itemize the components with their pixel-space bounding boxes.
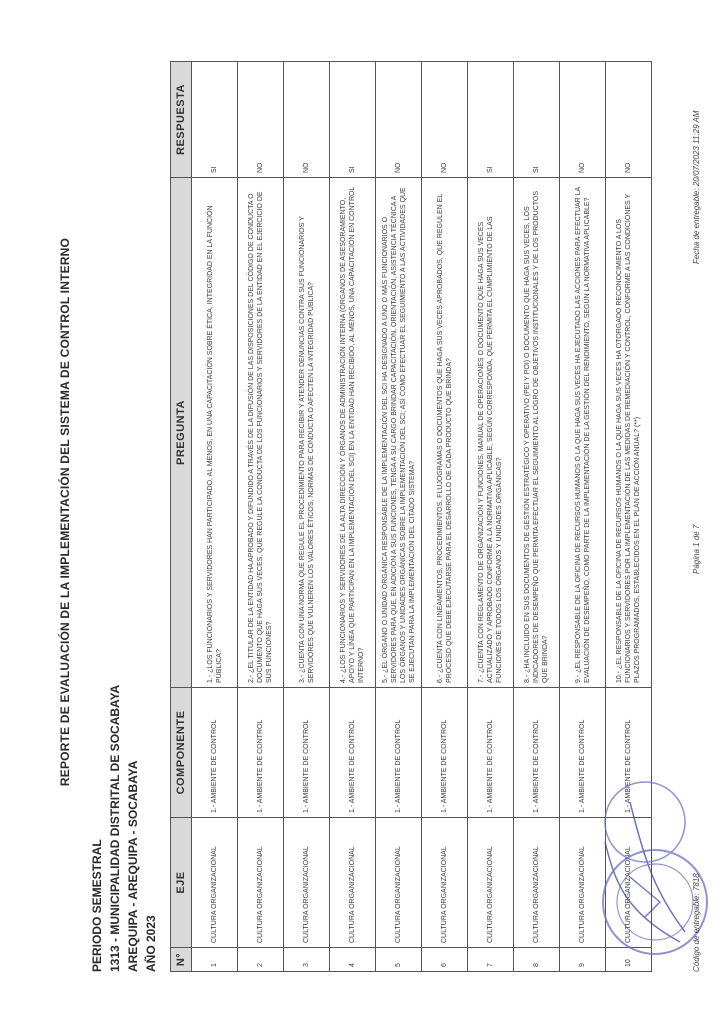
row-eje: CULTURA ORGANIZACIONAL [376, 818, 422, 948]
table-row [284, 62, 330, 972]
entity-label: 1313 - MUNICIPALIDAD DISTRITAL DE SOCABAYA [108, 684, 122, 972]
row-respuesta: SI [514, 62, 560, 178]
row-componente: 1.- AMBIENTE DE CONTROL [422, 688, 468, 818]
report-header [88, 685, 160, 972]
evaluation-table [170, 61, 652, 972]
row-num: 1 [192, 948, 238, 972]
row-pregunta: 3.- ¿CUENTA CON UNA NORMA QUE REGULE EL PROCEDIMIENTO PARA RECIBIR Y ATENDER DENUNCIAS CONTRA SUS FUNCIONARIOS Y SERVIDORES QUE VULNEREN LOS VALORES ÉTICOS, NORMAS DE CONDUCTA O AFECTEN LA INTEGRIDAD PÚBLICA? [284, 178, 330, 688]
table-row [422, 62, 468, 972]
row-componente: 1.- AMBIENTE DE CONTROL [284, 688, 330, 818]
row-respuesta: SI [468, 62, 514, 178]
row-componente: 1.- AMBIENTE DE CONTROL [192, 688, 238, 818]
row-respuesta: NO [238, 62, 284, 178]
row-componente: 1.- AMBIENTE DE CONTROL [376, 688, 422, 818]
table-row [192, 62, 238, 972]
row-pregunta: 9.- ¿EL RESPONSABLE DE LA OFICINA DE RECURSOS HUMANOS O LA QUE HAGA SUS VECES HA EJECUTADO LAS ACCIONES PARA EFECTUAR LA EVALUACIÓN DE DESEMPEÑO, COMO PARTE DE LA IMPLEMENTACIÓN DE LA GESTIÓN DEL RENDIMIENTO, SEGÚN LA NORMATIVA APLICABLE? [560, 178, 606, 688]
row-eje: CULTURA ORGANIZACIONAL [514, 818, 560, 948]
header-num: N° [171, 948, 192, 972]
table-row [238, 62, 284, 972]
table-row [468, 62, 514, 972]
row-respuesta: NO [560, 62, 606, 178]
row-pregunta: 10.- ¿EL RESPONSABLE DE LA OFICINA DE RECURSOS HUMANOS O LA QUE HAGA SUS VECES HA OTORGADO RECONOCIMIENTO A LOS FUNCIONARIOS Y SERVIDORES POR LA IMPLEMENTACIÓN DE LAS MEDIDAS DE REMEDIACIÓN Y CONTROL, CONFORME A LAS CONDICIONES Y PLAZOS PROGRAMADOS, ESTABLECIDOS EN EL PLAN DE ACCIÓN ANUAL? (**) [606, 178, 652, 688]
report-title: REPORTE DE EVALUACIÓN DE LA IMPLEMENTACIÓN DEL SISTEMA DE CONTROL INTERNO [58, 237, 72, 787]
row-respuesta: SI [192, 62, 238, 178]
row-eje: CULTURA ORGANIZACIONAL [560, 818, 606, 948]
period-label: PERIODO SEMESTRAL [90, 839, 104, 972]
row-pregunta: 6.- ¿CUENTA CON LINEAMIENTOS, PROCEDIMIENTOS, FLUJOGRAMAS O DOCUMENTOS QUE HAGA SUS VECES APROBADOS, QUE REGULEN EL PROCESO QUE DEBE EJECUTARSE PARA EL DESARROLLO DE CADA PRODUCTO QUE BRINDA? [422, 178, 468, 688]
header-pregunta: PREGUNTA [171, 178, 192, 688]
row-num: 3 [284, 948, 330, 972]
table-row [330, 62, 376, 972]
table-row [376, 62, 422, 972]
row-num: 6 [422, 948, 468, 972]
row-eje: CULTURA ORGANIZACIONAL [284, 818, 330, 948]
row-componente: 1.- AMBIENTE DE CONTROL [560, 688, 606, 818]
row-eje: CULTURA ORGANIZACIONAL [422, 818, 468, 948]
row-eje: CULTURA ORGANIZACIONAL [330, 818, 376, 948]
row-pregunta: 1.- ¿LOS FUNCIONARIOS Y SERVIDORES HAN PARTICIPADO, AL MENOS, EN UNA CAPACITACIÓN SOBRE ÉTICA, INTEGRIDAD EN LA FUNCIÓN PÚBLICA? [192, 178, 238, 688]
table-row [514, 62, 560, 972]
footer-code: Código de entregable: 7818 [692, 873, 701, 972]
row-num: 10 [606, 948, 652, 972]
row-respuesta: NO [422, 62, 468, 178]
row-respuesta: NO [284, 62, 330, 178]
location-label: AREQUIPA - AREQUIPA - SOCABAYA [126, 760, 140, 972]
row-num: 8 [514, 948, 560, 972]
row-pregunta: 5.- ¿EL ÓRGANO O UNIDAD ORGÁNICA RESPONSABLE DE LA IMPLEMENTACIÓN DEL SCI HA DESIGNADO A UNO O MÁS FUNCIONARIOS O SERVIDORES PARA QUE, EN ADICIÓN A SUS FUNCIONES, TENGA A SU CARGO BRINDAR CAPACITACIÓN, ORIENTACIÓN, ASISTENCIA TÉCNICA A LOS ÓRGANOS Y UNIDADES ORGÁNICAS SOBRE LA IMPLEMENTACIÓN DEL SCI; ASÍ COMO EFECTUAR EL SEGUIMIENTO A LAS ACTIVIDADES QUE SE EJECUTAN PARA LA IMPLEMENTACIÓN DEL CITADO SISTEMA? [376, 178, 422, 688]
footer-page: Página 1 de 7 [692, 524, 701, 574]
header-respuesta: RESPUESTA [171, 62, 192, 178]
row-num: 5 [376, 948, 422, 972]
row-eje: CULTURA ORGANIZACIONAL [606, 818, 652, 948]
row-eje: CULTURA ORGANIZACIONAL [468, 818, 514, 948]
header-componente: COMPONENTE [171, 688, 192, 818]
row-respuesta: NO [376, 62, 422, 178]
row-componente: 1.- AMBIENTE DE CONTROL [238, 688, 284, 818]
row-num: 2 [238, 948, 284, 972]
table-header-row [171, 62, 192, 972]
row-respuesta: NO [606, 62, 652, 178]
header-eje: EJE [171, 818, 192, 948]
row-eje: CULTURA ORGANIZACIONAL [192, 818, 238, 948]
row-pregunta: 7.- ¿CUENTA CON REGLAMENTO DE ORGANIZACIÓN Y FUNCIONES, MANUAL DE OPERACIONES O DOCUMENTO QUE HAGA SUS VECES ACTUALIZADO Y APROBADO CONFORME A LA NORMATIVA APLICABLE, SEGÚN CORRESPONDA, QUE PERMITA EL CUMPLIMIENTO DE LAS FUNCIONES DE TODOS LOS ÓRGANOS Y UNIDADES ORGÁNICAS? [468, 178, 514, 688]
row-respuesta: SI [330, 62, 376, 178]
footer-date: Fecha de entregable: 20/07/2023 11:29 AM [692, 110, 701, 264]
row-componente: 1.- AMBIENTE DE CONTROL [330, 688, 376, 818]
year-label: AÑO 2023 [144, 915, 158, 972]
row-pregunta: 8.- ¿HA INCLUIDO EN SUS DOCUMENTOS DE GESTIÓN ESTRATÉGICO Y OPERATIVO (PEI Y POI) O DOCUMENTO QUE HAGA SUS VECES, LOS INDICADORES DE DESEMPEÑO QUE PERMITA EFECTUAR EL SEGUIMIENTO AL LOGRO DE OBJETIVOS INSTITUCIONALES Y DE LOS PRODUCTOS QUE BRINDA? [514, 178, 560, 688]
row-componente: 1.- AMBIENTE DE CONTROL [514, 688, 560, 818]
row-pregunta: 2.- ¿EL TITULAR DE LA ENTIDAD HA APROBADO Y DIFUNDIDO A TRAVÉS DE LA DIFUSIÓN DE LAS DISPOSICIONES DEL CÓDIGO DE CONDUCTA O DOCUMENTO QUE HAGA SUS VECES, QUE REGULE LA CONDUCTA DE LOS FUNCIONARIOS Y SERVIDORES DE LA ENTIDAD EN EL EJERCICIO DE SUS FUNCIONES? [238, 178, 284, 688]
row-eje: CULTURA ORGANIZACIONAL [238, 818, 284, 948]
row-num: 7 [468, 948, 514, 972]
row-componente: 1.- AMBIENTE DE CONTROL [606, 688, 652, 818]
row-num: 9 [560, 948, 606, 972]
row-num: 4 [330, 948, 376, 972]
row-pregunta: 4.- ¿LOS FUNCIONARIOS Y SERVIDORES DE LA ALTA DIRECCIÓN Y ÓRGANOS DE ADMINISTRACIÓN INTERNA (ÓRGANOS DE ASESORAMIENTO, APOYO Y LÍNEA QUE PARTICIPAN EN LA IMPLEMENTACIÓN DEL SCI) EN LA ENTIDAD HAN RECIBIDO, AL MENOS, UNA CAPACITACIÓN EN CONTROL INTERNO? [330, 178, 376, 688]
row-componente: 1.- AMBIENTE DE CONTROL [468, 688, 514, 818]
